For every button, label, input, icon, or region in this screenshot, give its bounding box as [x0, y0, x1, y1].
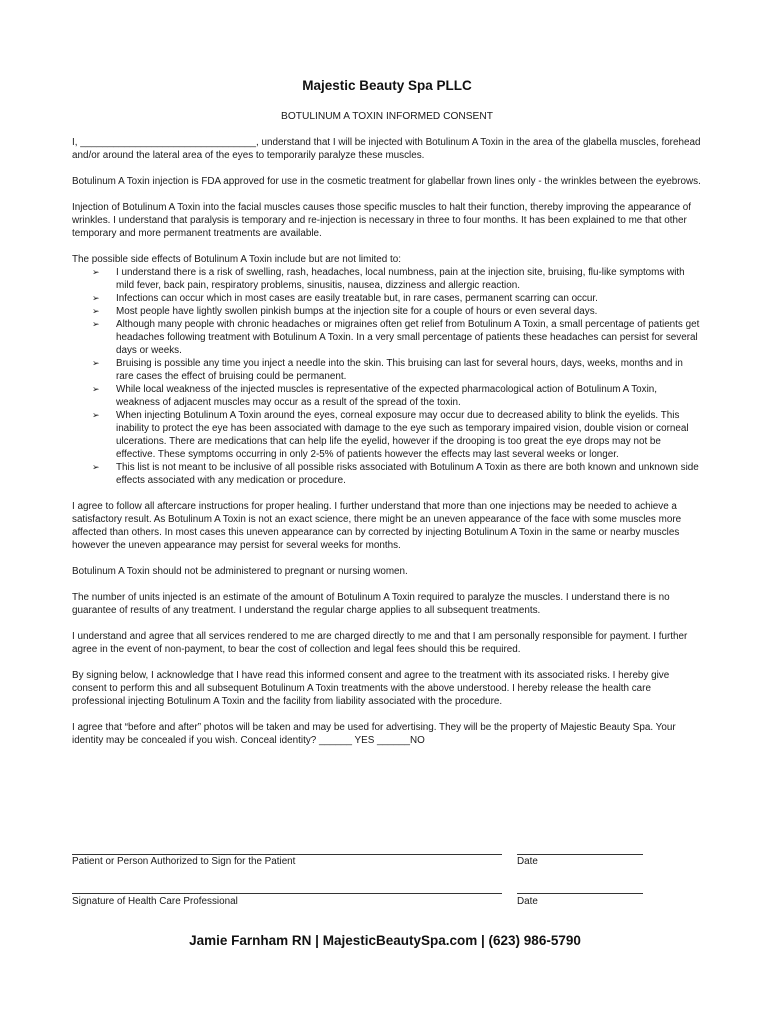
- list-item: ➢ I understand there is a risk of swelling, rash, headaches, local numbness, pain at the injection site, bruising, flu-like symptoms with mild fever, back pain, respiratory problems, sinusitis, nausea, dizziness and allergic reaction.: [92, 267, 685, 291]
- paragraph-units-estimate: The number of units injected is an estimate of the amount of Botulinum A Toxin required to paralyze the muscles. I understand there is no guarantee of results of any treatment. I understand the regular charge applies to all subsequent treatments.: [72, 592, 670, 616]
- paragraph-photo-consent: I agree that “before and after” photos will be taken and may be used for advertising. They will be the property of Majestic Beauty Spa. Your identity may be concealed if you wish. Conceal identity? ______ YES ______NO: [72, 722, 676, 746]
- patient-signature-label: Patient or Person Authorized to Sign for the Patient: [72, 856, 296, 867]
- arrow-bullet-icon: ➢: [92, 384, 100, 394]
- side-effects-list: [72, 266, 702, 487]
- arrow-bullet-icon: ➢: [92, 358, 100, 368]
- arrow-bullet-icon: ➢: [92, 306, 100, 316]
- arrow-bullet-icon: ➢: [92, 267, 100, 277]
- footer-contact: Jamie Farnham RN | MajesticBeautySpa.com | (623) 986-5790: [189, 933, 581, 948]
- professional-date-label: Date: [517, 896, 538, 907]
- arrow-bullet-icon: ➢: [92, 319, 100, 329]
- document-title: Majestic Beauty Spa PLLC: [302, 78, 472, 93]
- list-item: ➢ When injecting Botulinum A Toxin around the eyes, corneal exposure may occur due to decreased ability to blink the eyelids. This inability to protect the eye has been associated with damage to the eye such as temporary impaired vision, double vision or corneal ulcerations. There are medications that can help life the eyelid, however if the drooping is too great the eye drops may not be effective. These symptoms occurring in only 2-5% of patients however the effects may last several weeks or longer.: [92, 410, 689, 460]
- patient-date-label: Date: [517, 856, 538, 867]
- paragraph-name-acknowledgment: I, ________________________________, understand that I will be injected with Botulinum A Toxin in the area of the glabella muscles, forehead and/or around the lateral area of the eyes to temporarily paralyze these muscles.: [72, 137, 701, 161]
- professional-signature-line[interactable]: [72, 893, 502, 894]
- list-item: ➢ While local weakness of the injected muscles is representative of the expected pharmacological action of Botulinum A Toxin, weakness of adjacent muscles may occur as a result of the spread of the toxin.: [92, 384, 658, 408]
- arrow-bullet-icon: ➢: [92, 410, 100, 420]
- paragraph-payment: I understand and agree that all services rendered to me are charged directly to me and that I am personally responsible for payment. I further agree in the event of non-payment, to bear the cost of collection and legal fees should this be required.: [72, 631, 688, 655]
- professional-signature-label: Signature of Health Care Professional: [72, 896, 238, 907]
- paragraph-fda-approval: Botulinum A Toxin injection is FDA approved for use in the cosmetic treatment for glabellar frown lines only - the wrinkles between the eyebrows.: [72, 176, 701, 187]
- document-subtitle: BOTULINUM A TOXIN INFORMED CONSENT: [281, 111, 493, 122]
- list-item: ➢ Although many people with chronic headaches or migraines often get relief from Botulinum A Toxin, a small percentage of patients get headaches following treatment with Botulinum A Toxin. In a very small percentage of patients these headaches can persist for several days or weeks.: [92, 319, 700, 356]
- paragraph-aftercare: I agree to follow all aftercare instructions for proper healing. I further understand that more than one injections may be needed to achieve a satisfactory result. As Botulinum A Toxin is not an exact science, there might be an uneven appearance of the face with some muscles more affected than others. In most cases this uneven appearance can by corrected by injecting Botulinum A Toxin in the same or nearby muscles however the uneven appearance may persist for several weeks for months.: [72, 501, 682, 551]
- list-item: ➢ Most people have lightly swollen pinkish bumps at the injection site for a couple of hours or even several days.: [92, 306, 598, 317]
- paragraph-mechanism: Injection of Botulinum A Toxin into the facial muscles causes those specific muscles to halt their function, thereby improving the appearance of wrinkles. I understand that paralysis is temporary and re-injection is necessary in three to four months. It has been explained to me that other temporary and more permanent treatments are available.: [72, 202, 691, 239]
- list-item: ➢ Bruising is possible any time you inject a needle into the skin. This bruising can last for several hours, days, weeks, months and in rare cases the effect of bruising could be permanent.: [92, 358, 683, 382]
- arrow-bullet-icon: ➢: [92, 462, 100, 472]
- patient-date-line[interactable]: [517, 854, 643, 855]
- professional-date-line[interactable]: [517, 893, 643, 894]
- consent-body: [72, 136, 702, 760]
- list-item: ➢ Infections can occur which in most cases are easily treatable but, in rare cases, permanent scarring can occur.: [92, 293, 598, 304]
- list-item: ➢ This list is not meant to be inclusive of all possible risks associated with Botulinum A Toxin as there are both known and unknown side effects associated with any medication or procedure.: [92, 462, 699, 486]
- patient-signature-line[interactable]: [72, 854, 502, 855]
- paragraph-pregnancy-warning: Botulinum A Toxin should not be administered to pregnant or nursing women.: [72, 566, 408, 577]
- arrow-bullet-icon: ➢: [92, 293, 100, 303]
- side-effects-intro: The possible side effects of Botulinum A Toxin include but are not limited to:: [72, 254, 401, 265]
- paragraph-consent-release: By signing below, I acknowledge that I have read this informed consent and agree to the treatment with its associated risks. I hereby give consent to perform this and all subsequent Botulinum A Toxin treatments with the above understood. I hereby release the health care professional injecting Botulinum A Toxin and the facility from liability associated with the procedure.: [72, 670, 670, 707]
